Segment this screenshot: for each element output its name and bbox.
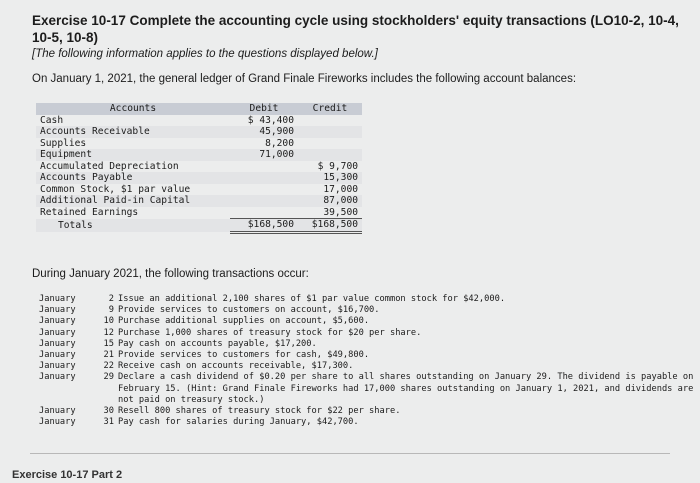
- table-row: [36, 195, 362, 207]
- debit-amount: [230, 195, 298, 207]
- transaction-day: 29: [103, 372, 114, 383]
- header-credit: Credit: [298, 103, 362, 115]
- credit-amount: [298, 149, 362, 161]
- debit-amount: 45,900: [230, 126, 298, 138]
- credit-amount: [298, 115, 362, 127]
- account-name: Supplies: [40, 137, 87, 149]
- account-name: Additional Paid-in Capital: [36, 195, 230, 207]
- transaction-month: January: [39, 361, 76, 372]
- table-row: [36, 161, 362, 173]
- transaction-day: 9: [108, 305, 114, 316]
- transaction-item: [39, 372, 698, 406]
- table-row: [36, 115, 362, 127]
- next-section-heading: Exercise 10-17 Part 2: [12, 469, 123, 481]
- transaction-month: January: [39, 338, 76, 349]
- account-name: Equipment: [36, 149, 230, 161]
- exercise-title: Exercise 10-17 Complete the accounting cycle using stockholders' equity transactions (LO10-2, 10-4, 10-5, 10-8): [32, 13, 679, 45]
- account-name: Retained Earnings: [40, 206, 139, 218]
- account-name: Accounts Receivable: [36, 126, 230, 138]
- totals-label: Totals: [36, 219, 230, 233]
- transaction-description: Pay cash on accounts payable, $17,200.: [118, 338, 317, 349]
- transactions-intro: During January 2021, the following transactions occur:: [32, 268, 309, 280]
- transaction-item: [39, 361, 698, 372]
- account-name: Accounts Payable: [36, 172, 230, 184]
- transaction-day: 22: [103, 361, 114, 372]
- header-accounts: Accounts: [36, 103, 230, 115]
- credit-amount: [298, 138, 362, 150]
- table-row: [36, 184, 362, 196]
- credit-amount: 15,300: [298, 172, 362, 184]
- transaction-item: [39, 350, 698, 361]
- divider: [30, 453, 670, 454]
- transaction-item: [39, 328, 698, 339]
- account-name: Cash: [40, 114, 64, 126]
- table-row: [36, 138, 362, 150]
- transaction-description: Purchase 1,000 shares of treasury stock for $20 per share.: [118, 327, 422, 338]
- transaction-description: Declare a cash dividend of $0.20 per share to all shares outstanding on January 29. The dividend is payable on February 15. (Hint: Grand Finale Fireworks had 17,000 shares outstanding on January 1, 2021, and dividends are not paid on treasury stock.): [118, 372, 699, 405]
- table-row: [36, 172, 362, 184]
- transaction-month: January: [39, 417, 76, 428]
- transaction-description: Pay cash for salaries during January, $42,700.: [118, 417, 359, 428]
- lead-text: On January 1, 2021, the general ledger of Grand Finale Fireworks includes the following account balances:: [32, 73, 577, 85]
- transaction-description: Receive cash on accounts receivable, $17,300.: [118, 361, 354, 372]
- transactions-list: [39, 294, 698, 428]
- transaction-day: 10: [103, 316, 114, 327]
- transaction-item: [39, 294, 698, 305]
- transaction-day: 31: [103, 417, 114, 428]
- debit-amount: 71,000: [230, 149, 298, 161]
- transaction-month: January: [39, 316, 76, 327]
- debit-amount: [230, 184, 298, 196]
- credit-amount: 39,500: [298, 207, 362, 219]
- transaction-month: January: [39, 294, 76, 304]
- table-row: [36, 126, 362, 138]
- transaction-description: Resell 800 shares of treasury stock for $22 per share.: [118, 406, 401, 417]
- transaction-description: Issue an additional 2,100 shares of $1 par value common stock for $42,000.: [118, 294, 506, 304]
- transaction-item: [39, 417, 698, 428]
- credit-amount: 17,000: [323, 183, 358, 195]
- totals-row: [36, 219, 362, 233]
- transaction-description: Provide services to customers for cash, $49,800.: [118, 350, 370, 361]
- transaction-item: [39, 305, 698, 316]
- debit-amount: [230, 207, 298, 219]
- transaction-day: 30: [103, 406, 114, 417]
- transaction-month: January: [39, 350, 76, 361]
- credit-amount: [298, 126, 362, 138]
- account-name: Common Stock, $1 par value: [40, 183, 191, 195]
- transaction-day: 2: [108, 294, 114, 304]
- transaction-month: January: [39, 372, 76, 383]
- table-row: [36, 207, 362, 219]
- total-debit: $168,500: [230, 219, 298, 233]
- intro-note: [The following information applies to the questions displayed below.]: [32, 48, 378, 60]
- credit-amount: 87,000: [298, 195, 362, 207]
- account-name: Accumulated Depreciation: [40, 160, 179, 172]
- table-header: [36, 103, 362, 115]
- total-credit: $168,500: [298, 219, 362, 233]
- debit-amount: [230, 161, 298, 173]
- transaction-month: January: [39, 327, 76, 338]
- transaction-day: 15: [103, 338, 114, 349]
- account-balances-table: [36, 103, 362, 234]
- transaction-item: [39, 406, 698, 417]
- transaction-item: [39, 316, 698, 327]
- transaction-month: January: [39, 305, 76, 316]
- transaction-day: 21: [103, 350, 114, 361]
- debit-amount: $ 43,400: [247, 114, 294, 126]
- table-row: [36, 149, 362, 161]
- debit-amount: [230, 172, 298, 184]
- credit-amount: $ 9,700: [317, 160, 358, 172]
- transaction-day: 12: [103, 327, 114, 338]
- transaction-description: Provide services to customers on account, $16,700.: [118, 305, 380, 316]
- transaction-item: [39, 339, 698, 350]
- header-debit: Debit: [230, 103, 298, 115]
- transaction-month: January: [39, 406, 76, 417]
- transaction-description: Purchase additional supplies on account, $5,600.: [118, 316, 370, 327]
- debit-amount: 8,200: [265, 137, 294, 149]
